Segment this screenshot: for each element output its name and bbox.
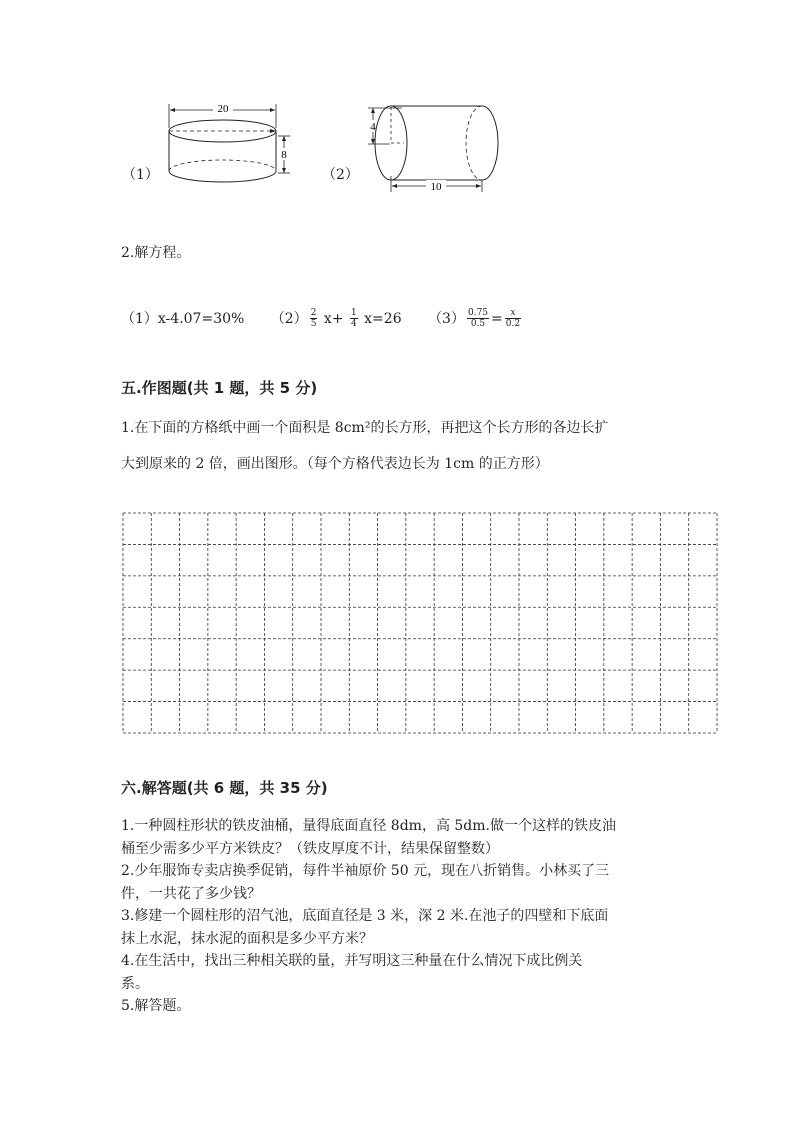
equation-2: （2） $\frac{2}{5}$ x+ $\frac{1}{4}$ x=26 bbox=[270, 308, 402, 329]
figure-1-label: （1） bbox=[122, 167, 159, 183]
equation-row bbox=[121, 308, 545, 329]
fraction: $\frac{x}{0.2}$ bbox=[505, 308, 521, 329]
fig2-dim-bottom: 10 bbox=[430, 181, 442, 193]
question-line: 系。 bbox=[121, 975, 149, 992]
question-line: 件，一共花了多少钱？ bbox=[121, 885, 261, 902]
fig1-dim-top: 20 bbox=[217, 103, 229, 115]
equation-1: （1）x-4.07=30% bbox=[121, 310, 245, 327]
section-6-questions bbox=[121, 815, 616, 1018]
figure-2-label: （2） bbox=[322, 167, 359, 183]
question-line: 3.修建一个圆柱形的沼气池，底面直径是 3 米，深 2 米.在池子的四壁和下底面 bbox=[121, 908, 609, 924]
cylinder-figure-1 bbox=[160, 98, 300, 190]
question-line: 4.在生活中，找出三种相关联的量，并写明这三种量在什么情况下成比例关 bbox=[121, 953, 583, 969]
section-5-q1-line1: 1.在下面的方格纸中画一个面积是 8cm²的长方形，再把这个长方形的各边长扩 bbox=[121, 420, 609, 436]
square-grid bbox=[122, 512, 718, 734]
cylinder-figure-2 bbox=[360, 96, 510, 198]
question-line: 2.少年服饰专卖店换季促销，每件半袖原价 50 元，现在八折销售。小林买了三 bbox=[121, 863, 610, 879]
question-line: 桶至少需多少平方米铁皮？（铁皮厚度不计，结果保留整数） bbox=[121, 840, 499, 857]
equation-3: （3） $\frac{0.75}{0.5}$ = $\frac{x}{0.2}$ bbox=[428, 308, 521, 329]
section-5-q1-line2: 大到原来的 2 倍，画出图形。（每个方格代表边长为 1cm 的正方形） bbox=[121, 456, 549, 472]
question-line: 抹上水泥，抹水泥的面积是多少平方米？ bbox=[121, 930, 373, 947]
section-5-heading: 五.作图题(共 1 题，共 5 分) bbox=[121, 379, 318, 397]
section-6-heading: 六.解答题(共 6 题，共 35 分) bbox=[121, 779, 328, 797]
fig2-dim-left: 4 bbox=[370, 121, 376, 133]
fraction: $\frac{0.75}{0.5}$ bbox=[467, 308, 489, 329]
fraction: $\frac{2}{5}$ bbox=[310, 308, 317, 329]
question-line: 1.一种圆柱形状的铁皮油桶，量得底面直径 8dm，高 5dm.做一个这样的铁皮油 bbox=[121, 818, 616, 834]
question-line: 5.解答题。 bbox=[121, 998, 191, 1014]
fig1-dim-right: 8 bbox=[281, 149, 287, 161]
fraction: $\frac{1}{4}$ bbox=[350, 308, 357, 329]
question-2-title: 2.解方程。 bbox=[121, 245, 191, 261]
